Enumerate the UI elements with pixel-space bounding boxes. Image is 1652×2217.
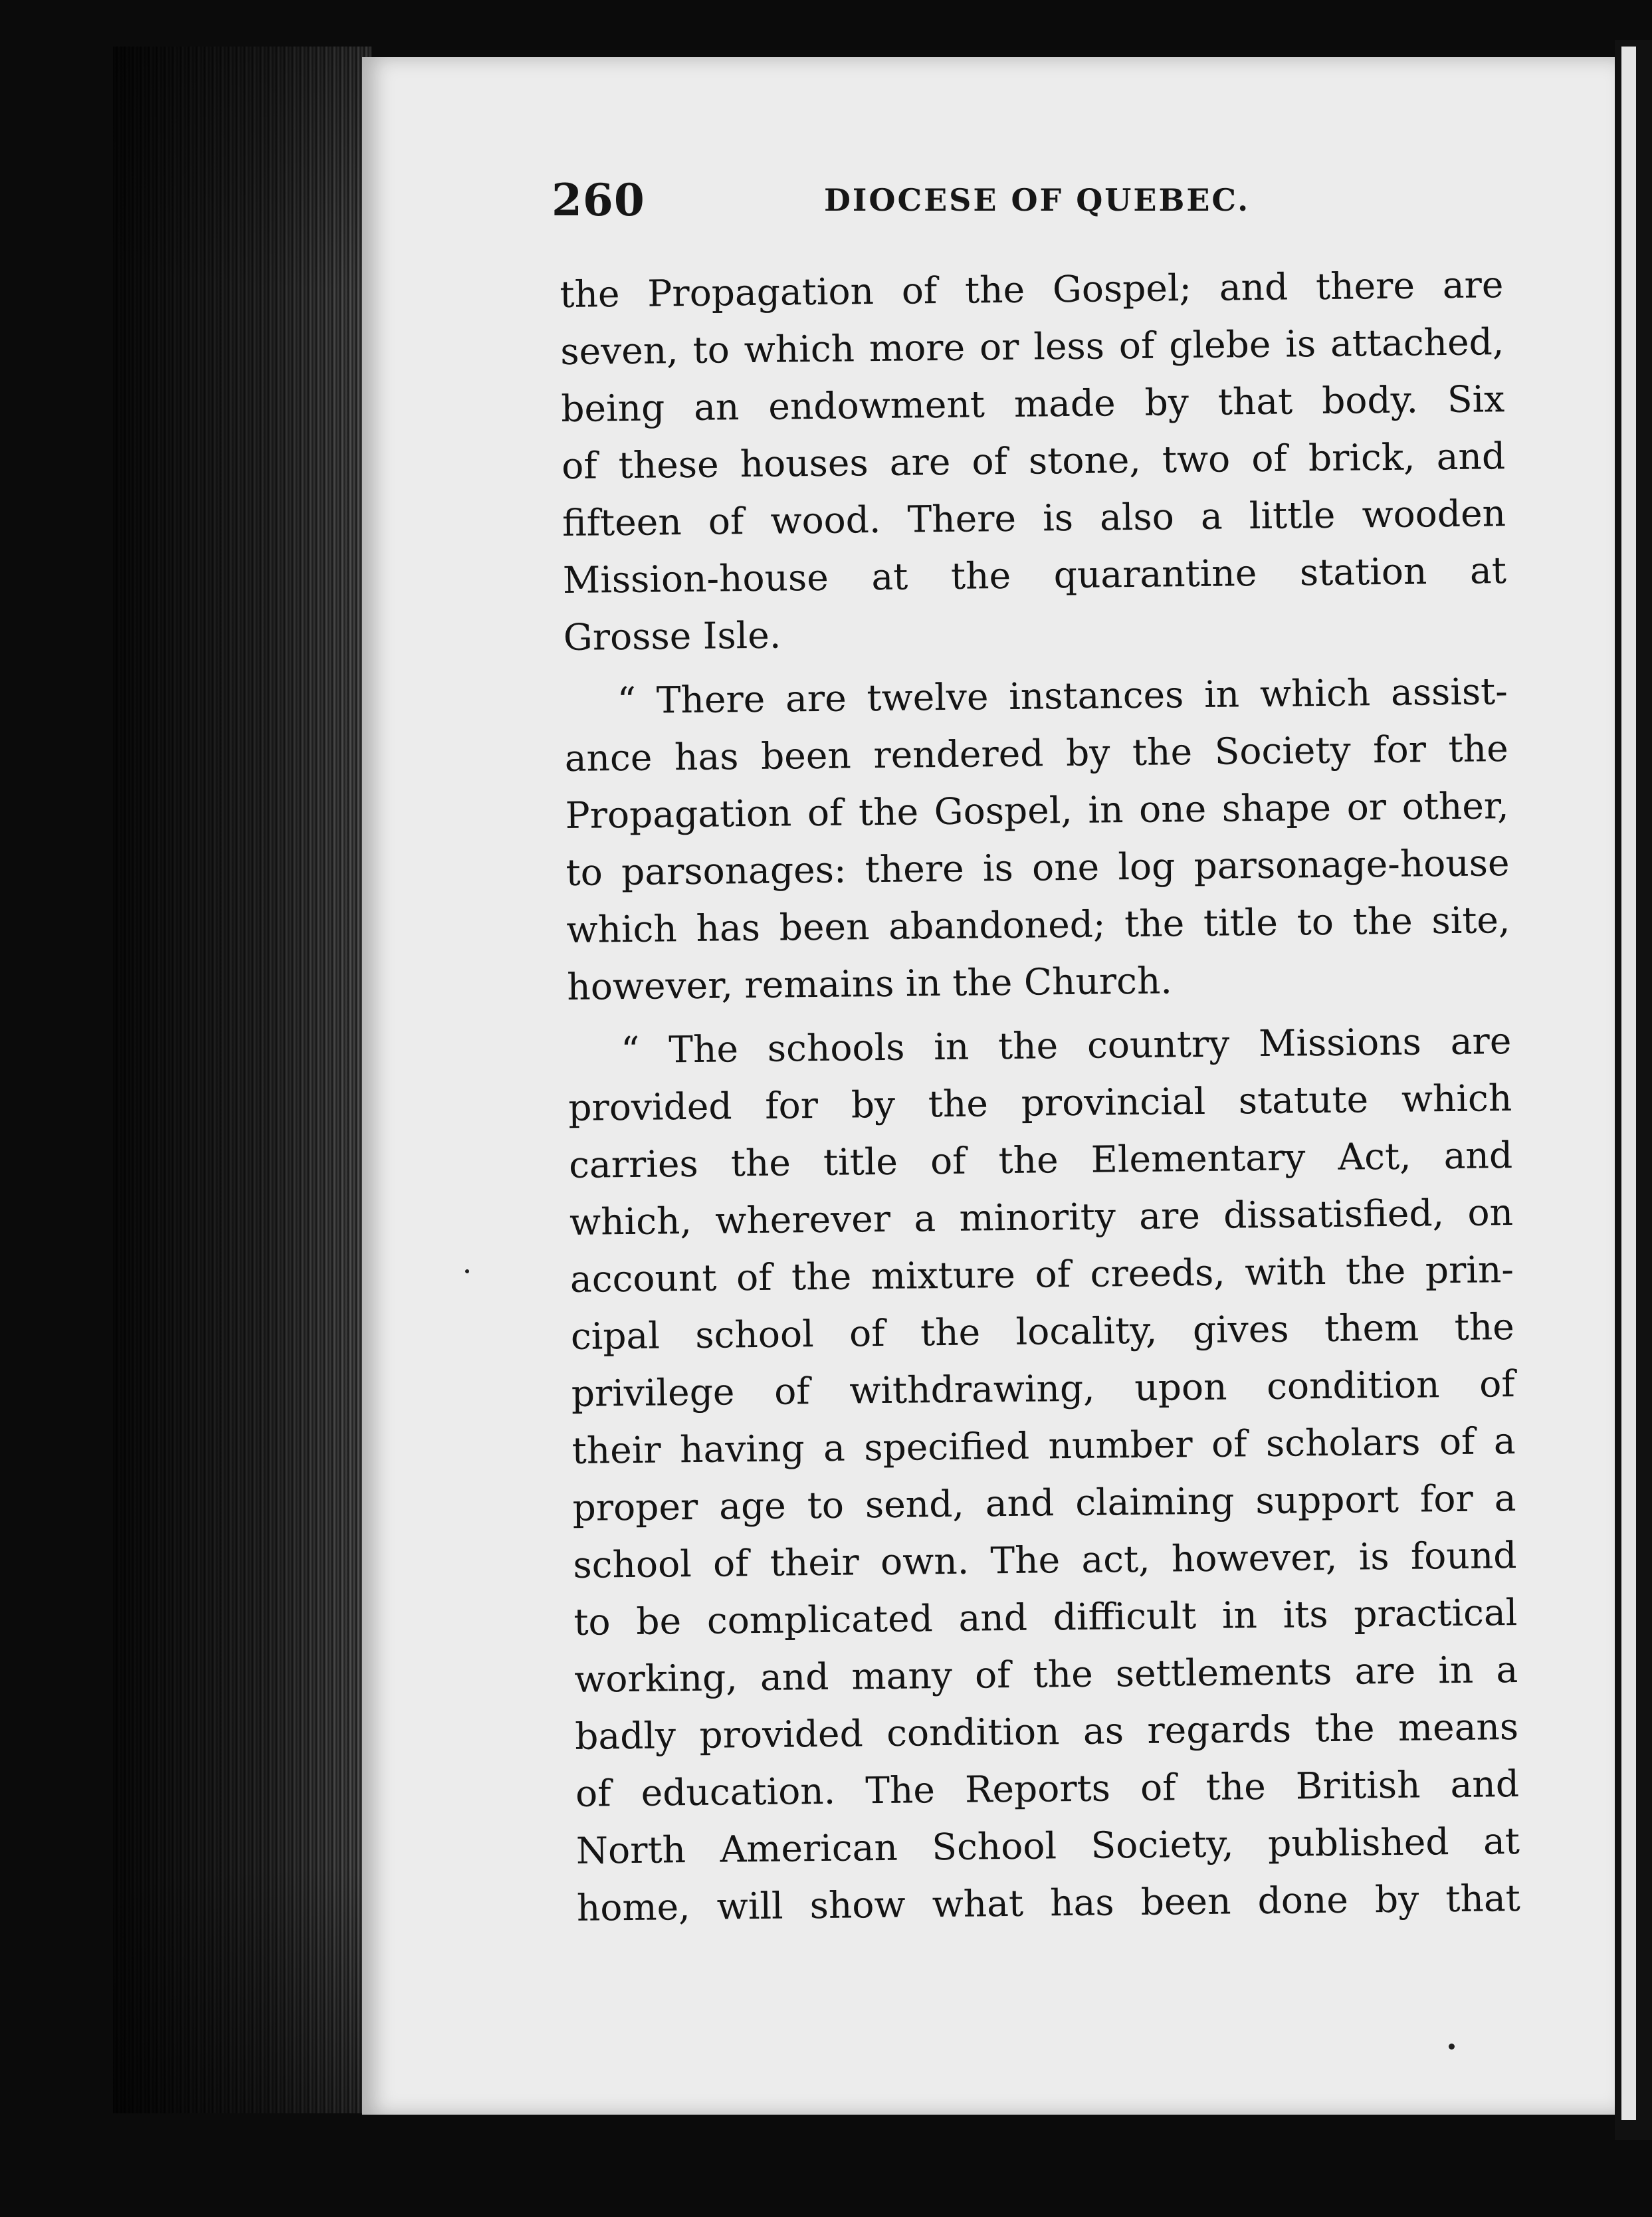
- text-line: Grosse Isle.: [563, 613, 781, 659]
- text-line: Propagation of the Gospel, in one shape or other,: [565, 784, 1509, 837]
- running-head: DIOCESE OF QUEBEC.: [824, 182, 1251, 218]
- text-line: working, and many of the settlements are in a: [573, 1648, 1518, 1701]
- text-line: cipal school of the locality, gives them the: [570, 1305, 1515, 1358]
- text-line: which, wherever a minority are dissatisfied, on: [569, 1191, 1514, 1243]
- text-line: the Propagation of the Gospel; and there are: [560, 263, 1504, 316]
- text-line: account of the mixture of creeds, with the prin-: [569, 1248, 1514, 1301]
- text-line: badly provided condition as regards the means: [574, 1705, 1519, 1758]
- text-line: proper age to send, and claiming support for a: [572, 1477, 1516, 1529]
- ink-speck: [1449, 2044, 1455, 2050]
- text-line: Mission-house at the quarantine station at: [562, 549, 1507, 601]
- page-number: 260: [552, 174, 645, 226]
- text-line: provided for by the provincial statute which: [568, 1077, 1512, 1129]
- text-line: to be complicated and difficult in its practical: [573, 1591, 1518, 1643]
- text-line: North American School Society, published at: [575, 1820, 1520, 1872]
- text-line: “ The schools in the country Missions are: [621, 1019, 1512, 1072]
- text-line: fifteen of wood. There is also a little wooden: [562, 492, 1506, 544]
- text-line: home, will show what has been done by that: [576, 1876, 1521, 1929]
- ink-speck: [465, 1269, 469, 1273]
- text-line: which has been abandoned; the title to the site,: [566, 898, 1510, 951]
- text-line: privilege of withdrawing, upon condition of: [571, 1362, 1516, 1415]
- facing-page-edge: [1621, 47, 1636, 2120]
- text-line: their having a specified number of scholars of a: [571, 1420, 1516, 1472]
- body-text: [560, 256, 1520, 1937]
- text-line: of these houses are of stone, two of brick, and: [561, 435, 1506, 487]
- text-line: school of their own. The act, however, is found: [573, 1534, 1517, 1586]
- page-header: [552, 174, 1528, 241]
- text-line: “ There are twelve instances in which assist-: [617, 670, 1508, 722]
- text-line: to parsonages: there is one log parsonage-house: [566, 841, 1510, 894]
- text-line: carries the title of the Elementary Act, and: [568, 1134, 1513, 1186]
- page-edges: [113, 47, 372, 2113]
- text-line: however, remains in the Church.: [567, 959, 1173, 1008]
- text-line: being an endowment made by that body. Six: [560, 377, 1505, 430]
- text-line: seven, to which more or less of glebe is attached,: [560, 320, 1504, 373]
- text-line: of education. The Reports of the British and: [575, 1762, 1520, 1815]
- text-line: ance has been rendered by the Society for the: [564, 727, 1509, 780]
